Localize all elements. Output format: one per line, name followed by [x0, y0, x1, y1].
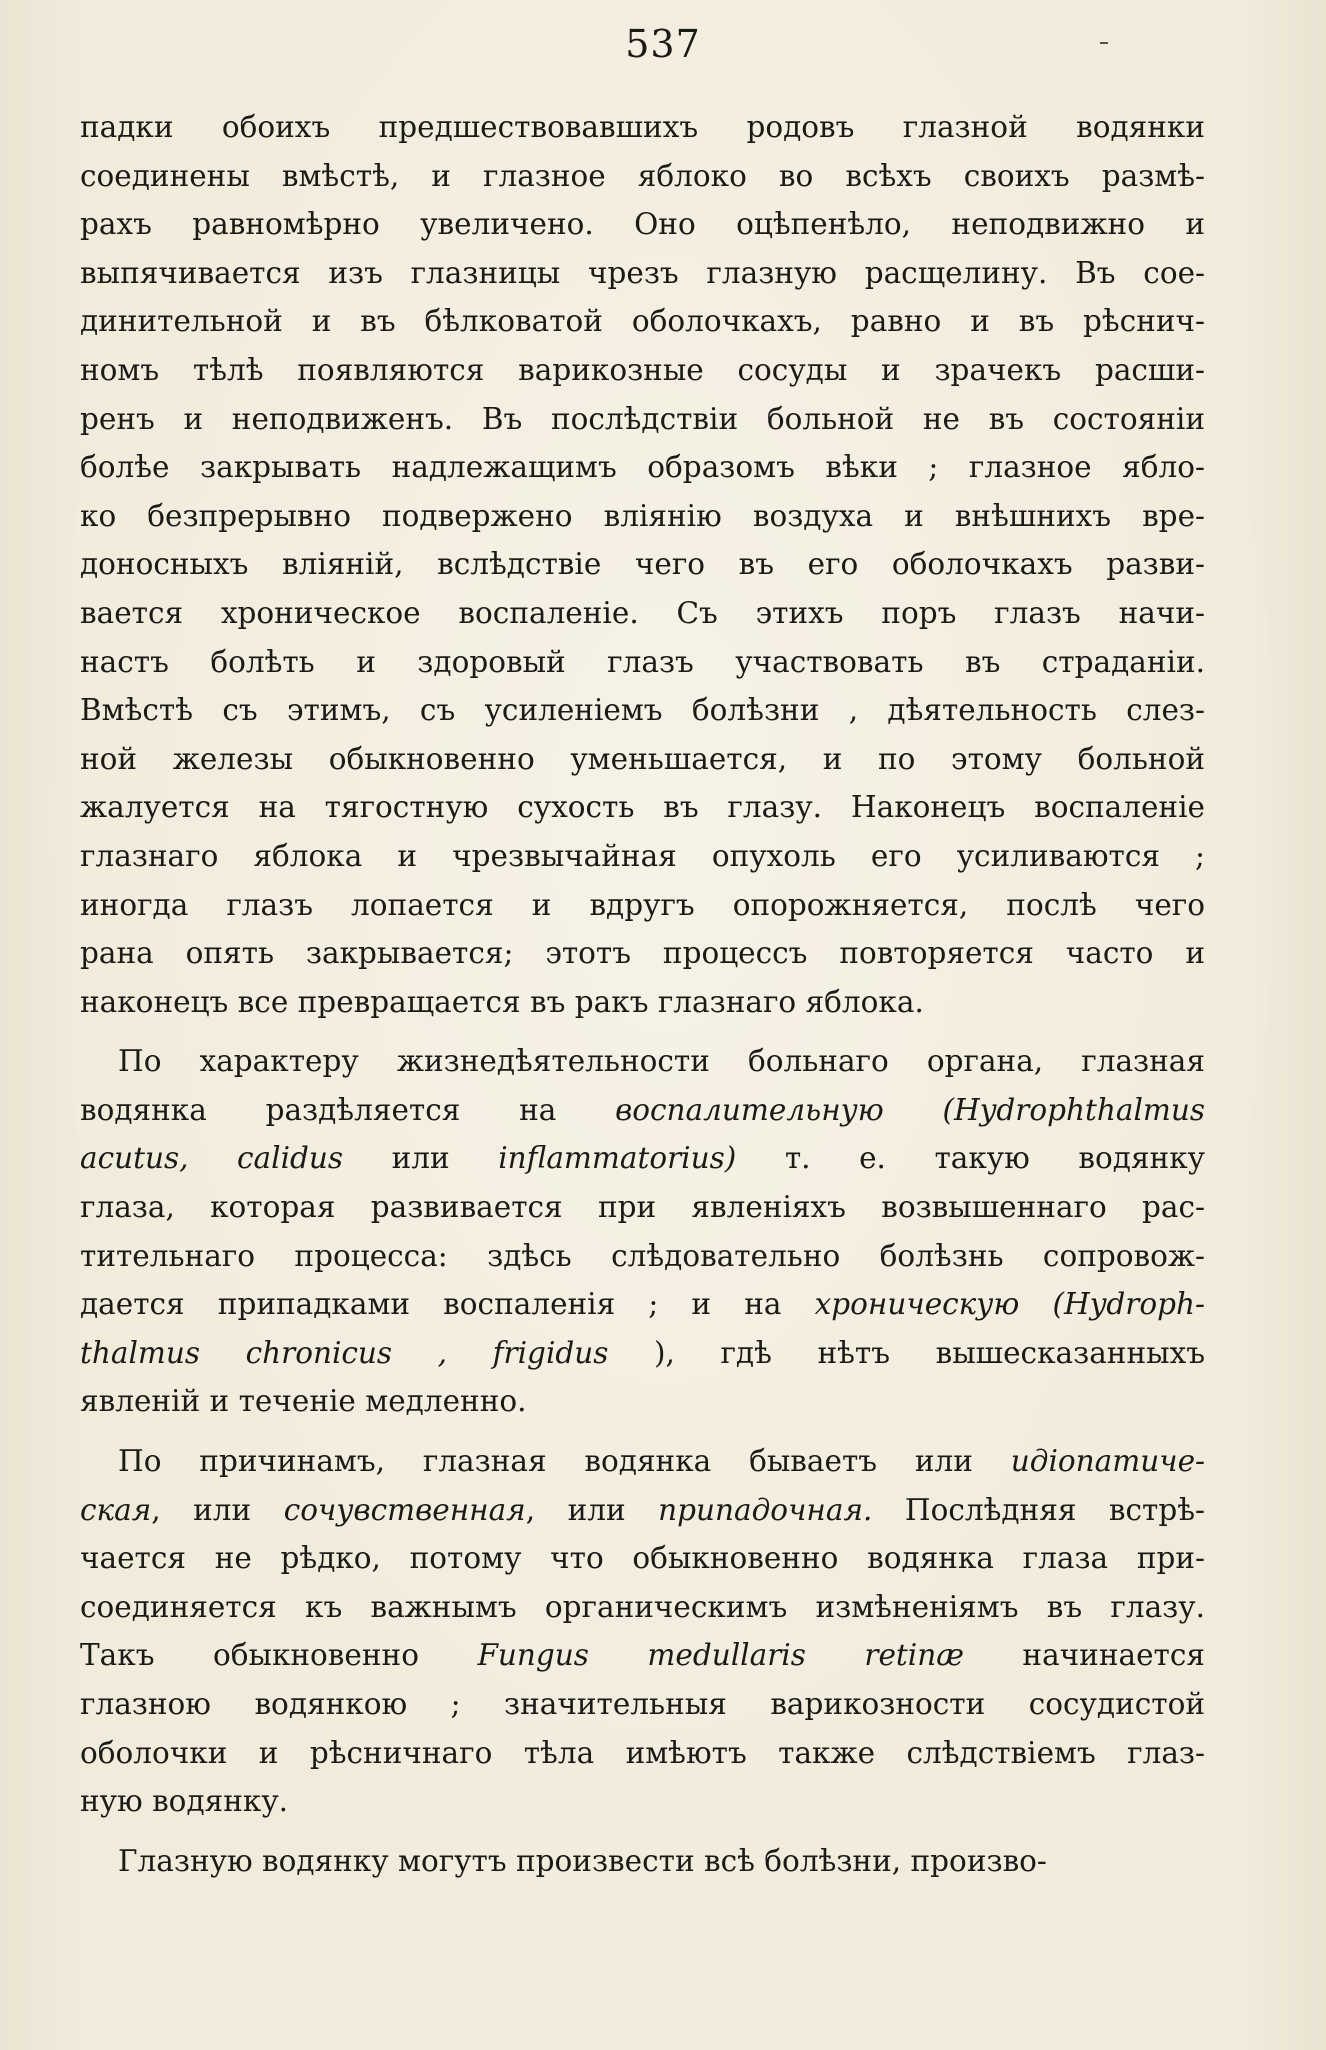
text-run: По причинамъ, глазная водянка бываетъ или	[118, 1444, 1011, 1479]
text-run: По характеру жизнедѣятельности больнаго органа, глазная	[118, 1044, 1205, 1079]
text-run: глаза, которая развивается при явленіяхъ возвышеннаго рас-	[80, 1190, 1205, 1225]
text-run: рана опять закрывается; этотъ процессъ повторяется часто и	[80, 936, 1205, 971]
text-line	[80, 1377, 1205, 1426]
italic-term: inflammatorius)	[498, 1141, 737, 1176]
paragraph-gap	[80, 1826, 1205, 1837]
text-line	[80, 1486, 1205, 1535]
italic-term: сочувственная	[283, 1492, 526, 1527]
text-run: ренъ и неподвиженъ. Въ послѣдствіи больной не въ состояніи	[80, 401, 1205, 436]
body-text	[80, 103, 1205, 1885]
paragraph	[80, 1837, 1205, 1886]
text-line	[80, 103, 1205, 152]
text-line	[80, 1037, 1205, 1086]
text-run: ную водянку.	[80, 1784, 289, 1819]
text-run: начинается	[963, 1638, 1205, 1673]
text-run: глазною водянкою ; значительныя варикозности сосудистой	[80, 1687, 1205, 1721]
text-line	[80, 200, 1205, 249]
text-run: тительнаго процесса: здѣсь слѣдовательно болѣзнь сопровож-	[80, 1238, 1205, 1273]
italic-term: воспалительную (Hydrophthalmus	[615, 1092, 1205, 1127]
page-number: 537	[625, 22, 701, 66]
text-run: Такъ обыкновенно	[80, 1638, 478, 1673]
text-line	[80, 249, 1205, 298]
text-line	[80, 297, 1205, 346]
text-line	[80, 881, 1205, 930]
text-line	[80, 1280, 1205, 1329]
text-run: т. е. такую водянку	[736, 1141, 1205, 1176]
text-line	[80, 540, 1205, 589]
text-run: , или	[151, 1492, 284, 1527]
text-line	[80, 1437, 1205, 1486]
text-run: дается припадками воспаленія ; и на	[80, 1287, 815, 1322]
text-line	[80, 1534, 1205, 1583]
paragraph	[80, 1437, 1205, 1826]
text-run: Послѣдняя встрѣ-	[872, 1492, 1205, 1527]
margin-mark	[1100, 42, 1108, 44]
text-run: ), гдѣ нѣтъ вышесказанныхъ	[608, 1335, 1205, 1370]
text-line	[80, 443, 1205, 492]
text-line	[80, 1777, 1205, 1826]
text-line	[80, 978, 1205, 1027]
paragraph	[80, 1037, 1205, 1426]
text-line	[80, 1729, 1205, 1778]
italic-term: припадочная.	[658, 1492, 873, 1527]
text-run: соединяется къ важнымъ органическимъ измѣненіямъ въ глазу.	[80, 1589, 1205, 1624]
text-run: выпячивается изъ глазницы чрезъ глазную расщелину. Въ сое-	[80, 255, 1205, 290]
text-line	[80, 783, 1205, 832]
text-run: падки обоихъ предшествовавшихъ родовъ глазной водянки	[80, 110, 1205, 144]
text-line	[80, 735, 1205, 784]
text-run: иногда глазъ лопается и вдругъ опорожняется, послѣ чего	[80, 887, 1205, 922]
text-line	[80, 1086, 1205, 1135]
text-line	[80, 832, 1205, 881]
text-run: жалуется на тягостную сухость въ глазу. Наконецъ воспаленіе	[80, 790, 1205, 825]
text-line	[80, 1232, 1205, 1281]
text-line	[80, 152, 1205, 201]
text-run: или	[343, 1141, 499, 1176]
text-run: глазнаго яблока и чрезвычайная опухоль его усиливаются ;	[80, 838, 1205, 873]
text-line	[80, 1680, 1205, 1729]
text-run: ко безпрерывно подвержено вліянію воздуха и внѣшнихъ вре-	[80, 498, 1205, 533]
italic-term: acutus, calidus	[80, 1141, 344, 1176]
italic-term: thalmus chronicus , frigidus	[80, 1335, 609, 1370]
text-run: динительной и въ бѣлковатой оболочкахъ, равно и въ рѣснич-	[80, 304, 1205, 339]
text-line	[80, 346, 1205, 395]
text-line	[80, 1183, 1205, 1232]
italic-term: хроническую (Hydroph-	[814, 1287, 1205, 1322]
paragraph	[80, 103, 1205, 1026]
text-run: Вмѣстѣ съ этимъ, съ усиленіемъ болѣзни , дѣятельность слез-	[80, 693, 1205, 728]
text-run: чается не рѣдко, потому что обыкновенно водянка глаза при-	[80, 1541, 1205, 1576]
italic-term: Fungus medullaris retinæ	[477, 1638, 964, 1673]
text-line	[80, 395, 1205, 444]
text-run: оболочки и рѣсничнаго тѣла имѣютъ также слѣдствіемъ глаз-	[80, 1735, 1205, 1770]
text-run: соединены вмѣстѣ, и глазное яблоко во всѣхъ своихъ размѣ-	[80, 158, 1205, 193]
text-run: болѣе закрывать надлежащимъ образомъ вѣки ; глазное ябло-	[80, 450, 1205, 485]
text-line	[80, 589, 1205, 638]
text-run: водянка раздѣляется на	[80, 1092, 616, 1127]
text-run: Глазную водянку могутъ произвести всѣ болѣзни, произво-	[118, 1843, 1047, 1878]
text-line	[80, 929, 1205, 978]
text-line	[80, 1837, 1205, 1886]
paragraph-gap	[80, 1026, 1205, 1037]
text-run: , или	[525, 1492, 659, 1527]
text-run: доносныхъ вліяній, вслѣдствіе чего въ его оболочкахъ разви-	[80, 547, 1205, 582]
text-run: явленій и теченіе медленно.	[80, 1384, 527, 1419]
text-line	[80, 686, 1205, 735]
text-line	[80, 1631, 1205, 1680]
text-line	[80, 638, 1205, 687]
italic-term: идіопатиче-	[1010, 1444, 1205, 1479]
text-line	[80, 1583, 1205, 1632]
text-run: рахъ равномѣрно увеличено. Оно оцѣпенѣло, неподвижно и	[80, 207, 1205, 242]
italic-term: ская	[80, 1492, 152, 1527]
text-run: ной железы обыкновенно уменьшается, и по этому больной	[80, 741, 1205, 776]
text-run: вается хроническое воспаленіе. Съ этихъ поръ глазъ начи-	[80, 595, 1205, 630]
text-line	[80, 1134, 1205, 1183]
text-run: настъ болѣть и здоровый глазъ участвовать въ страданіи.	[80, 644, 1205, 679]
text-line	[80, 492, 1205, 541]
text-line	[80, 1329, 1205, 1378]
text-run: наконецъ все превращается въ ракъ глазнаго яблока.	[80, 984, 924, 1019]
paragraph-gap	[80, 1426, 1205, 1437]
text-run: номъ тѣлѣ появляются варикозные сосуды и зрачекъ расши-	[80, 352, 1205, 387]
